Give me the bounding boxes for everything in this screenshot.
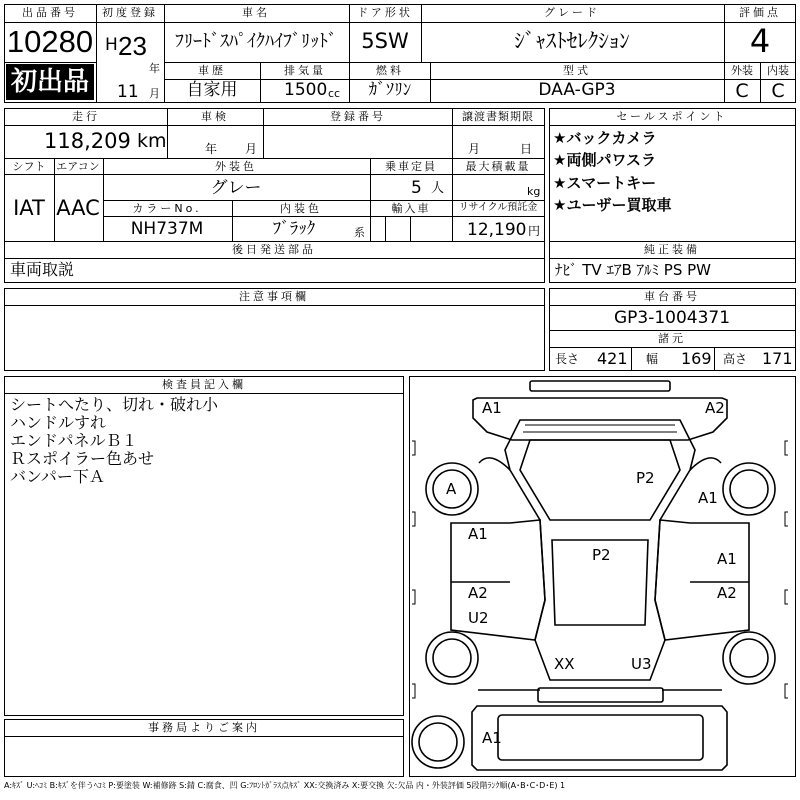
load-unit: kg (527, 185, 541, 198)
inspector-label: 検査員記入欄 (162, 378, 246, 391)
interior-label: 内装 (767, 64, 789, 77)
ext-color: グレー (210, 178, 262, 198)
dims-label: 諸元 (658, 332, 686, 345)
chassis-label: 車台番号 (644, 290, 700, 303)
recycle-amount: 12,190 (467, 220, 527, 240)
history-label: 車歴 (198, 64, 226, 77)
inspector-note: エンドパネルＢ１ (10, 431, 138, 450)
fuel-label: 燃料 (376, 64, 404, 77)
sales-point-item: ★バックカメラ (553, 129, 657, 147)
inspection-year-unit: 年 (205, 142, 218, 156)
damage-mark: A2 (468, 584, 488, 602)
displacement-unit: cc (328, 87, 341, 100)
chassis-number: GP3-1004371 (613, 308, 731, 328)
capacity-label: 乗車定員 (385, 160, 437, 173)
recycle-unit: 円 (528, 224, 541, 238)
damage-mark: A1 (468, 525, 488, 543)
mileage-unit: km (137, 130, 167, 152)
length: 421 (597, 349, 628, 368)
length-label: 長さ (555, 352, 580, 366)
sales-point-item: ★ユーザー買取車 (553, 196, 672, 214)
int-color-unit: 系 (354, 226, 365, 239)
height-label: 高さ (723, 352, 748, 366)
grade-label: グレード (544, 6, 600, 19)
transfer-day-unit: 日 (520, 142, 533, 156)
width: 169 (681, 349, 712, 368)
recycle-label: リサイクル預託金 (458, 202, 538, 213)
shift: IAT (13, 196, 45, 220)
transfer-label: 譲渡書類期限 (462, 110, 534, 123)
score-label: 評価点 (739, 6, 781, 19)
reg-month: 11 (117, 82, 139, 102)
history: 自家用 (186, 80, 238, 100)
first-reg-label: 初度登録 (102, 6, 158, 19)
grade: ｼﾞｬｽﾄｾﾚｸｼｮﾝ (514, 29, 630, 53)
damage-mark: A2 (717, 584, 737, 602)
ext-color-label: 外装色 (215, 160, 257, 173)
ac: AAC (56, 196, 100, 220)
damage-mark: A1 (717, 550, 737, 568)
width-label: 幅 (646, 352, 659, 366)
score: 4 (749, 22, 771, 60)
damage-mark: A2 (705, 399, 725, 417)
int-color-label: 内装色 (280, 202, 322, 215)
transfer-month-unit: 月 (468, 142, 481, 156)
sales-point-item: ★両側パワスラ (553, 151, 656, 169)
damage-mark: U3 (631, 655, 652, 673)
equipment: ﾅﾋﾞ TV ｴｱB ｱﾙﾐ PS PW (555, 261, 711, 279)
era: H (105, 35, 118, 55)
car-name-label: 車名 (242, 6, 270, 19)
reg-year: 23 (118, 31, 147, 61)
damage-mark: A1 (482, 399, 502, 417)
exterior-label: 外装 (731, 64, 753, 77)
month-unit: 月 (149, 87, 160, 100)
inspection-label: 車検 (201, 110, 229, 123)
displacement-label: 排気量 (284, 64, 326, 77)
equipment-label: 純正装備 (644, 243, 700, 256)
reg-no-label: 登録番号 (330, 110, 386, 123)
damage-mark: U2 (468, 609, 489, 627)
damage-mark: P2 (636, 469, 655, 487)
model: DAA-GP3 (538, 80, 616, 100)
door-type: 5SW (361, 29, 409, 53)
caution-label: 注意事項欄 (239, 290, 309, 303)
legend: A:ｷｽﾞ U:ﾍｺﾐ B:ｷｽﾞを伴うﾍｺﾐ P:要塗装 W:補修跡 S:錆 C:腐食、凹 G:ﾌﾛﾝﾄｶﾞﾗｽ点ｷｽﾞ XX:交換済み X:要交換 欠:欠品 内・外装評価 5段階ﾗﾝｸ順(A･B･C･D･E) 1 (4, 781, 566, 790)
shift-label: シフト (12, 160, 46, 173)
int-color: ﾌﾞﾗｯｸ (272, 219, 316, 239)
later-parts: 車両取説 (10, 260, 75, 279)
inspector-note: Ｒスポイラー色あせ (10, 449, 155, 468)
mileage: 118,209 (44, 129, 131, 153)
inspector-note: ハンドルすれ (10, 413, 107, 432)
color-no: NH737M (130, 219, 204, 239)
displacement: 1500 (284, 80, 328, 100)
door-label: ドア形状 (357, 6, 413, 19)
capacity-unit: 人 (431, 181, 445, 196)
damage-mark: A (446, 480, 457, 498)
damage-mark: A1 (698, 489, 718, 507)
lot-no: 10280 (6, 24, 94, 59)
car-name: ﾌﾘｰﾄﾞｽﾊﾟｲｸﾊｲﾌﾞﾘｯﾄﾞ (175, 31, 337, 52)
inspection-month-unit: 月 (245, 142, 258, 156)
color-no-label: カラーNo. (132, 202, 202, 215)
first-listing-text: 初出品 (10, 67, 89, 97)
year-unit: 年 (149, 62, 160, 75)
inspector-note: シートへたり、切れ・破れ小 (10, 395, 219, 414)
interior-grade: C (771, 80, 785, 102)
model-label: 型式 (563, 64, 591, 77)
damage-mark: P2 (592, 546, 611, 564)
import-label: 輸入車 (391, 202, 431, 215)
mileage-label: 走行 (72, 110, 100, 123)
later-parts-label: 後日発送部品 (232, 243, 316, 256)
load-label: 最大積載量 (465, 160, 531, 173)
sales-point-item: ★スマートキー (553, 174, 657, 192)
fuel: ｶﾞｿﾘﾝ (368, 80, 412, 100)
damage-mark: A1 (482, 729, 502, 747)
lot-no-label: 出品番号 (22, 6, 78, 19)
height: 171 (762, 349, 793, 368)
ac-label: エアコン (56, 160, 100, 173)
exterior-grade: C (735, 80, 749, 102)
office-label: 事務局よりご案内 (148, 721, 260, 734)
capacity: 5 (411, 178, 422, 198)
sales-points-label: セールスポイント (616, 110, 728, 123)
damage-mark: XX (554, 655, 575, 673)
inspector-note: バンパー下Ａ (10, 467, 105, 486)
